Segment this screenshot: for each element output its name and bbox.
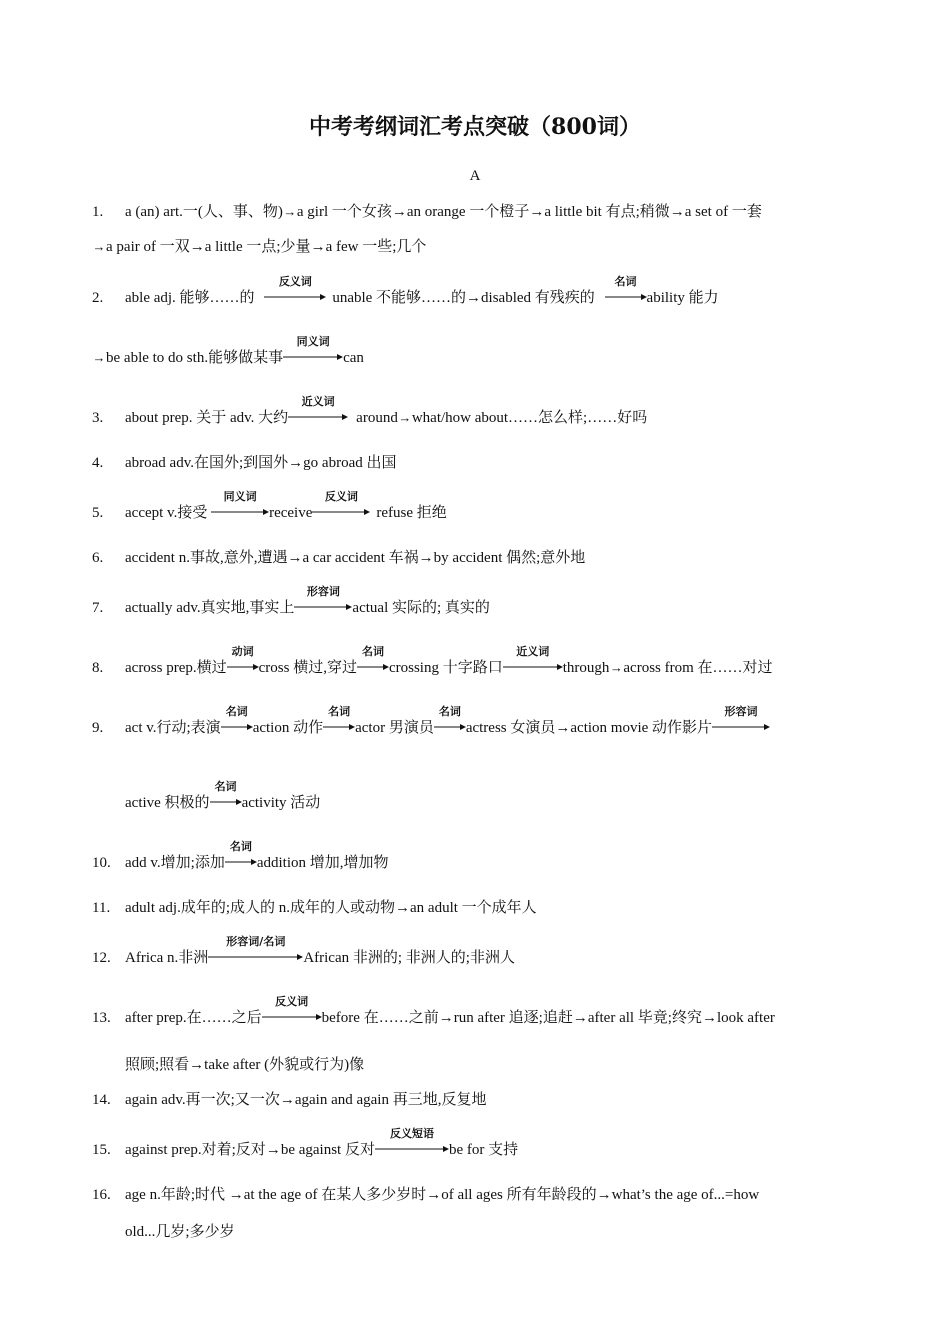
entry-number: 6.	[92, 550, 104, 566]
entry-text: ability 能力	[646, 290, 719, 306]
arrow-label: 同义词	[296, 335, 330, 348]
arrow-label: 反义词	[324, 490, 358, 503]
labeled-arrow	[605, 275, 647, 302]
arrow-icon: →	[529, 204, 545, 220]
arrow-label: 同义词	[223, 490, 257, 503]
labeled-arrow	[227, 645, 259, 672]
entry-text: unable 不能够……的	[332, 290, 467, 306]
entry-text: through	[562, 660, 610, 676]
entry-number: 5.	[92, 505, 104, 521]
entry-10-line	[92, 840, 389, 873]
arrow-icon	[262, 1014, 322, 1020]
entry-9-line-2	[125, 780, 321, 813]
entry-number: 16.	[92, 1187, 111, 1203]
arrow-icon: →	[265, 1142, 281, 1158]
entry-number: 7.	[92, 600, 104, 616]
entry-text: an orange 一个橙子	[406, 204, 530, 220]
entry-text: crossing 十字路口	[388, 660, 503, 676]
arrow-icon: →	[426, 1187, 442, 1203]
entry-text: after prep.在……之后	[125, 1010, 262, 1026]
arrow-icon	[294, 604, 352, 610]
labeled-arrow	[208, 935, 303, 962]
entry-text: a pair of 一双	[106, 239, 190, 255]
arrow-icon: →	[398, 410, 412, 425]
labeled-arrow	[211, 490, 269, 517]
section-letter: A	[469, 168, 481, 184]
entry-text: be against 反对	[280, 1142, 375, 1158]
arrow-label: 名词	[361, 645, 384, 658]
labeled-arrow	[434, 705, 466, 732]
arrow-label: 名词	[614, 275, 637, 288]
arrow-label: 名词	[438, 705, 461, 718]
entry-text: accept v.接受	[125, 505, 208, 521]
entry-text: around	[356, 410, 398, 426]
entry-text: be for 支持	[448, 1142, 519, 1158]
labeled-arrow	[294, 585, 352, 612]
entry-1-line-1	[92, 202, 762, 222]
entry-text: actor 男演员	[355, 720, 434, 736]
entry-text: active 积极的	[125, 795, 210, 811]
arrow-label: 形容词	[306, 585, 340, 598]
entry-4-line	[92, 453, 396, 473]
arrow-icon: →	[418, 550, 434, 566]
arrow-icon	[323, 724, 355, 730]
entry-text: a little 一点;少量	[204, 239, 311, 255]
entry-text: against prep.对着;反对	[125, 1142, 266, 1158]
entry-text: about prep. 关于 adv. 大约	[125, 410, 289, 426]
entry-15-line	[92, 1127, 519, 1160]
arrow-icon: →	[609, 660, 623, 675]
entry-number: 8.	[92, 660, 104, 676]
entry-text: again adv.再一次;又一次	[125, 1092, 280, 1108]
entry-2-line-1	[92, 275, 719, 308]
labeled-arrow	[357, 645, 389, 672]
arrow-icon	[312, 509, 370, 515]
entry-text: action 动作	[252, 720, 324, 736]
entry-2-line-2	[92, 335, 364, 368]
arrow-icon	[211, 509, 269, 515]
labeled-arrow	[283, 335, 343, 362]
labeled-arrow	[210, 780, 242, 807]
entry-text: by accident 偶然;意外地	[433, 550, 586, 566]
arrow-icon: →	[189, 1057, 205, 1073]
labeled-arrow	[288, 395, 348, 422]
arrow-label: 近义词	[301, 395, 335, 408]
entry-8-line	[92, 645, 773, 678]
entry-text: activity 活动	[241, 795, 321, 811]
arrow-icon	[605, 294, 647, 300]
entry-16-line-1	[92, 1185, 759, 1205]
entry-text: disabled 有残疾的	[481, 290, 595, 306]
entry-9-line-1	[92, 705, 770, 738]
arrow-icon	[503, 664, 563, 670]
arrow-icon: →	[572, 1010, 588, 1026]
entry-text: Africa n.非洲	[125, 950, 209, 966]
labeled-arrow	[264, 275, 326, 302]
arrow-icon: →	[189, 239, 205, 255]
entry-number: 4.	[92, 455, 104, 471]
entry-number: 12.	[92, 950, 111, 966]
arrow-icon	[712, 724, 770, 730]
arrow-icon	[208, 954, 303, 960]
entry-number: 13.	[92, 1010, 111, 1026]
arrow-label: 形容词/名词	[226, 935, 286, 948]
entry-number: 2.	[92, 290, 104, 306]
entry-text: can	[343, 350, 364, 366]
entry-text: cross 横过,穿过	[258, 660, 357, 676]
arrow-icon: →	[466, 290, 482, 306]
arrow-icon: →	[279, 1092, 295, 1108]
entry-text: adult adj.成年的;成人的 n.成年的人或动物	[125, 900, 395, 916]
entry-text: actress 女演员	[465, 720, 556, 736]
entry-text: a little bit 有点;稍微	[544, 204, 670, 220]
entry-16-line-2	[125, 1222, 235, 1242]
entry-text: old...几岁;多少岁	[125, 1224, 235, 1240]
entry-text: a girl 一个女孩	[296, 204, 392, 220]
entry-text: add v.增加;添加	[125, 855, 225, 871]
entry-text: refuse 拒绝	[376, 505, 447, 521]
arrow-icon	[283, 354, 343, 360]
arrow-icon	[225, 859, 257, 865]
labeled-arrow	[323, 705, 355, 732]
arrow-icon	[227, 664, 259, 670]
entry-text: a set of 一套	[684, 204, 762, 220]
arrow-icon: →	[288, 455, 304, 471]
entry-13-line-2	[125, 1055, 364, 1075]
entry-12-line	[92, 935, 515, 968]
entry-text: what/how about……怎么样;……好吗	[411, 410, 648, 426]
arrow-label: 动词	[231, 645, 254, 658]
arrow-icon: →	[310, 239, 326, 255]
arrow-label: 近义词	[516, 645, 550, 658]
entry-text: 照顾;照看	[125, 1057, 190, 1073]
entry-1-line-2	[92, 237, 426, 257]
entry-text: what’s the age of...=how	[611, 1187, 760, 1203]
arrow-icon	[264, 294, 326, 300]
arrow-icon	[357, 664, 389, 670]
arrow-label: 形容词	[724, 705, 758, 718]
entry-text: actual 实际的; 真实的	[352, 600, 490, 616]
entry-text: run after 追逐;追赶	[453, 1010, 573, 1026]
entry-text: across prep.横过	[125, 660, 227, 676]
labeled-arrow	[503, 645, 563, 672]
arrow-icon: →	[92, 239, 106, 254]
entry-11-line	[92, 898, 537, 918]
labeled-arrow	[712, 705, 770, 732]
entry-text: addition 增加,增加物	[256, 855, 389, 871]
labeled-arrow	[225, 840, 257, 867]
labeled-arrow	[262, 995, 322, 1022]
entry-number: 15.	[92, 1142, 111, 1158]
entry-text: a car accident 车祸	[302, 550, 419, 566]
arrow-icon: →	[701, 1010, 717, 1026]
entry-text: across from 在……对过	[623, 660, 773, 676]
arrow-label: 名词	[328, 705, 351, 718]
entry-text: an adult 一个成年人	[410, 900, 537, 916]
arrow-icon	[288, 414, 348, 420]
entry-number: 9.	[92, 720, 104, 736]
arrow-icon: →	[669, 204, 685, 220]
entry-7-line	[92, 585, 490, 618]
labeled-arrow	[375, 1127, 449, 1154]
entry-14-line	[92, 1090, 486, 1110]
arrow-icon: →	[438, 1010, 454, 1026]
arrow-label: 反义词	[275, 995, 309, 1008]
arrow-label: 反义短语	[389, 1127, 434, 1140]
arrow-icon: →	[287, 550, 303, 566]
arrow-icon: →	[283, 204, 297, 219]
entry-6-line	[92, 548, 585, 568]
arrow-label: 名词	[214, 780, 237, 793]
entry-text: action movie 动作影片	[570, 720, 713, 736]
entry-number: 10.	[92, 855, 111, 871]
labeled-arrow	[312, 490, 370, 517]
arrow-icon: →	[596, 1187, 612, 1203]
arrow-icon: →	[228, 1187, 244, 1203]
entry-text: of all ages 所有年龄段的	[441, 1187, 597, 1203]
entry-text: take after (外貌或行为)像	[204, 1057, 365, 1073]
arrow-label: 名词	[229, 840, 252, 853]
entry-text: actually adv.真实地,事实上	[125, 600, 295, 616]
entry-text: go abroad 出国	[303, 455, 397, 471]
arrow-icon: →	[92, 350, 106, 365]
arrow-label: 名词	[225, 705, 248, 718]
entry-5-line	[92, 490, 447, 523]
entry-text: accident n.事故,意外,遭遇	[125, 550, 288, 566]
arrow-label: 反义词	[278, 275, 312, 288]
entry-text: African 非洲的; 非洲人的;非洲人	[303, 950, 515, 966]
arrow-icon: →	[391, 204, 407, 220]
entry-3-line	[92, 395, 648, 428]
arrow-icon: →	[395, 900, 410, 916]
entry-text: look after	[716, 1010, 775, 1026]
entry-text: age n.年龄;时代	[125, 1187, 229, 1203]
entry-text: act v.行动;表演	[125, 720, 221, 736]
entry-text: a few 一些;几个	[325, 239, 427, 255]
entry-text: again and again 再三地,反复地	[294, 1092, 487, 1108]
entry-text: before 在……之前	[321, 1010, 439, 1026]
entry-text: abroad adv.在国外;到国外	[125, 455, 289, 471]
entry-text: a (an) art.一(人、事、物)	[125, 204, 283, 220]
entry-number: 11.	[92, 900, 111, 916]
entry-13-line-1	[92, 995, 775, 1028]
entry-text: at the age of 在某人多少岁时	[243, 1187, 427, 1203]
arrow-icon	[221, 724, 253, 730]
entry-number: 3.	[92, 410, 104, 426]
arrow-icon: →	[555, 720, 571, 736]
entry-text: be able to do sth.能够做某事	[106, 350, 284, 366]
labeled-arrow	[221, 705, 253, 732]
entry-number: 14.	[92, 1092, 111, 1108]
arrow-icon	[375, 1146, 449, 1152]
entry-text: receive	[269, 505, 313, 521]
page-title: 中考考纲词汇考点突破（800词）	[309, 114, 641, 140]
entry-text: able adj. 能够……的	[125, 290, 255, 306]
entry-number: 1.	[92, 204, 104, 220]
entry-text: after all 毕竟;终究	[587, 1010, 702, 1026]
arrow-icon	[434, 724, 466, 730]
arrow-icon	[210, 799, 242, 805]
